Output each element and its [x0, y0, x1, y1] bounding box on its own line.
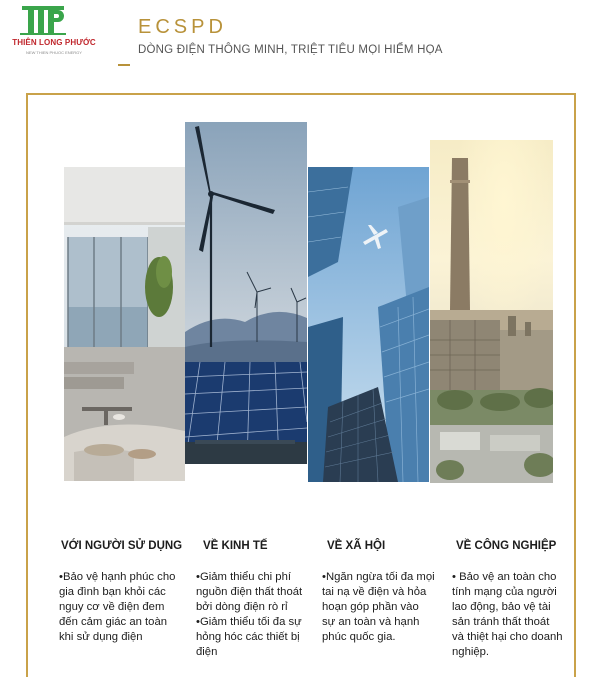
col-line: gia đình bạn khỏi các [59, 586, 166, 598]
col-line: nghiệp. [452, 646, 490, 658]
col-body-economy [196, 570, 316, 660]
col-line: điện [196, 646, 218, 658]
col-line: phúc quốc gia. [322, 631, 396, 643]
logo-name: THIÊN LONG PHƯỚC [12, 38, 96, 47]
col-line: nguồn điện thất thoát [196, 586, 303, 598]
col-line: khi sử dụng điện [59, 631, 143, 643]
company-logo [4, 4, 104, 64]
logo-mark-icon [18, 4, 68, 36]
col-line: lao động, bảo vệ tài [452, 601, 551, 613]
col-line: tính mạng của người [452, 586, 557, 598]
col-line: •Ngăn ngừa tối đa mọi [322, 571, 435, 583]
col-line: hỏng hóc các thiết bị [196, 631, 300, 643]
col-line: sản tránh thất thoát [452, 616, 550, 628]
col-body-society [322, 570, 446, 645]
col-line: •Bảo vệ hạnh phúc cho [59, 571, 176, 583]
col-line: sự an toàn và hạnh [322, 616, 420, 628]
col-line: tai nạ về điện và hỏa [322, 586, 427, 598]
col-body-industry [452, 570, 578, 660]
col-line: và thiệt hại cho doanh [452, 631, 563, 643]
title-accent-rule [118, 64, 130, 66]
col-heading-industry: VỀ CÔNG NGHIỆP [456, 540, 557, 552]
col-line: •Giảm thiểu chi phí [196, 571, 292, 583]
living-room-image [64, 167, 185, 481]
col-line: •Giảm thiểu tối đa sự [196, 616, 302, 628]
col-line: nguy cơ về điện đem [59, 601, 165, 613]
col-body-users [59, 570, 187, 645]
col-heading-users: VỚI NGƯỜI SỬ DỤNG [61, 540, 183, 552]
page-subtitle: DÒNG ĐIỆN THÔNG MINH, TRIỆT TIÊU MỌI HIỂM HỌA [138, 44, 443, 56]
col-line: • Bảo vệ an toàn cho [452, 571, 557, 583]
wind-solar-image [185, 122, 307, 464]
page-title: ECSPD [138, 16, 227, 38]
col-heading-economy: VỀ KINH TẾ [203, 540, 268, 552]
col-heading-society: VỀ XÃ HỘI [327, 540, 386, 552]
col-line: bởi dòng điện rò rỉ [196, 601, 288, 613]
power-plant-image [430, 140, 553, 483]
skyscrapers-image [308, 167, 429, 482]
logo-tagline: NEW THIEN PHUOC ENERGY [26, 50, 82, 55]
col-line: hoạn góp phần vào [322, 601, 419, 613]
col-line: đến cảm giác an toàn [59, 616, 168, 628]
